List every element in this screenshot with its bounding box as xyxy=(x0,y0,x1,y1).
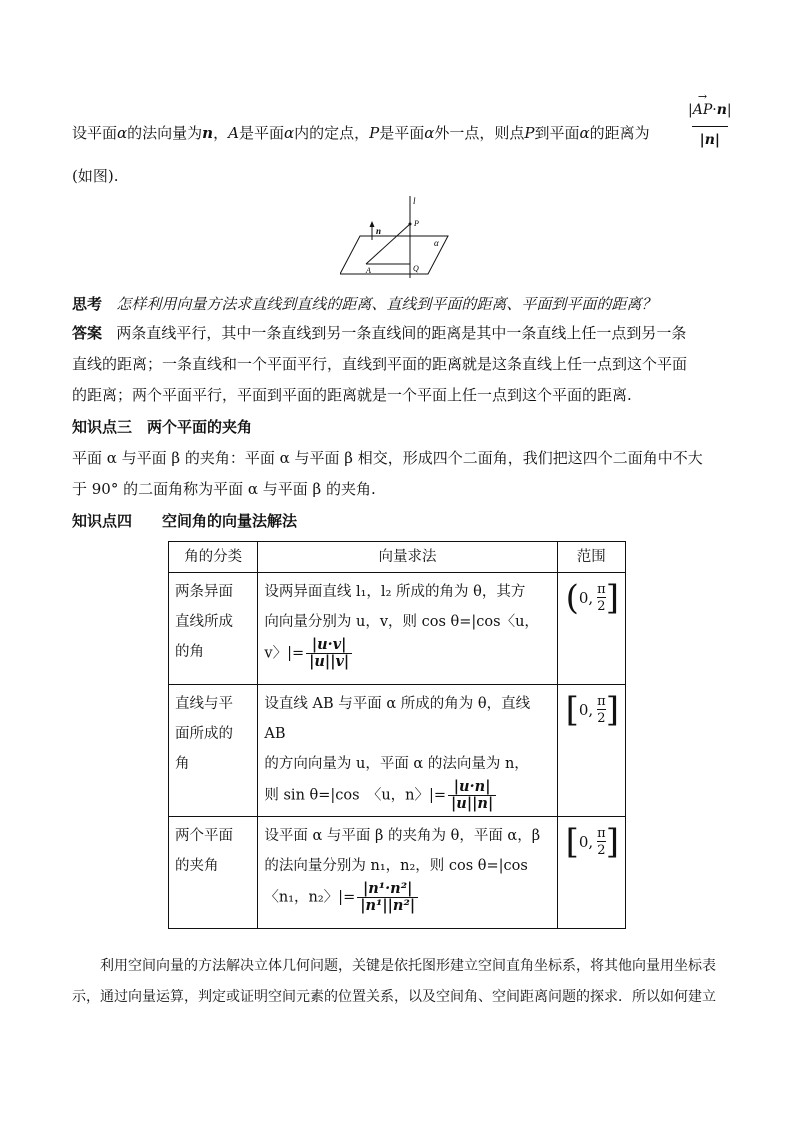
range-start: 0, xyxy=(578,589,594,607)
arrowhead xyxy=(370,221,375,227)
range-interval xyxy=(565,690,619,730)
point-p: P xyxy=(369,124,380,142)
formula-numerator: |→ AP·n| xyxy=(686,100,734,120)
method-formula-line xyxy=(264,637,550,670)
category-text: 两个平面 xyxy=(175,828,233,844)
range-denominator: 2 xyxy=(597,711,606,726)
method-text: 设直线 AB 与平面 α 所成的角为 θ，直线 AB xyxy=(264,696,531,742)
category-cell xyxy=(169,817,258,929)
method-fraction xyxy=(306,637,352,670)
fraction-denominator: |n¹||n²| xyxy=(357,897,418,914)
label-n: n xyxy=(376,226,382,236)
label-l: l xyxy=(413,196,416,206)
method-text: 的法向量分别为 n₁，n₂，则 cos θ=|cos xyxy=(264,858,528,874)
vector-n: n xyxy=(202,124,214,142)
intro-text: 的距离为 xyxy=(589,124,650,142)
point-p: P xyxy=(524,124,535,142)
category-cell xyxy=(169,573,258,685)
method-fraction xyxy=(357,881,418,914)
range-bracket: [ xyxy=(565,690,579,730)
table-row xyxy=(169,573,626,685)
alpha-symbol: α xyxy=(424,124,435,142)
label-alpha: α xyxy=(434,238,439,248)
method-cell xyxy=(258,817,557,929)
range-bracket: ] xyxy=(605,822,619,862)
category-text: 角 xyxy=(175,756,190,772)
range-bracket: [ xyxy=(565,822,579,862)
fraction-bar xyxy=(692,126,728,127)
range-end xyxy=(597,826,606,858)
category-text: 面所成的 xyxy=(175,726,233,742)
method-text: 〈n₁，n₂〉|= xyxy=(264,889,356,906)
range-bracket: ] xyxy=(605,690,619,730)
range-denominator: 2 xyxy=(597,843,606,858)
intro-text: 是平面 xyxy=(238,124,284,142)
method-cell xyxy=(258,573,557,685)
section-title-kp3: 知识点三 两个平面的夹角 xyxy=(72,418,253,436)
method-formula-line xyxy=(264,881,550,914)
category-text: 的夹角 xyxy=(175,858,219,874)
segment-ap xyxy=(366,224,410,264)
method-text: 则 sin θ=|cos 〈u，n〉|= xyxy=(264,787,447,804)
header-range: 范围 xyxy=(557,542,625,573)
method-text: 的方向向量为 u，平面 α 的法向量为 n， xyxy=(264,756,529,772)
intro-tail: (如图). xyxy=(72,167,119,185)
intro-text: 的法向量为 xyxy=(127,124,203,142)
table-row xyxy=(169,817,626,929)
answer-line-3: 的距离；两个平面平行，平面到平面的距离就是一个平面上任一点到这个平面的距离. xyxy=(72,386,632,404)
intro-text: 设平面 xyxy=(72,124,118,142)
think-label: 思考 xyxy=(72,295,103,313)
range-start: 0, xyxy=(578,833,594,851)
range-cell xyxy=(557,573,625,685)
intro-line xyxy=(72,122,650,144)
method-fraction xyxy=(448,779,496,812)
distance-formula xyxy=(686,100,734,150)
formula-denominator: |n| xyxy=(699,132,720,148)
label-a: A xyxy=(366,266,371,275)
fraction-denominator: |u||v| xyxy=(306,653,352,670)
method-formula-line xyxy=(264,779,550,812)
header-method: 向量求法 xyxy=(258,542,557,573)
method-text: 设平面 α 与平面 β 的夹角为 θ，平面 α，β xyxy=(264,828,541,844)
label-p: P xyxy=(414,219,419,228)
table-header-row xyxy=(169,542,626,573)
fraction-denominator: |u||n| xyxy=(448,795,496,812)
range-cell xyxy=(557,685,625,817)
answer-label: 答案 xyxy=(72,324,103,342)
alpha-symbol: α xyxy=(579,124,590,142)
vector-ap: → AP xyxy=(693,100,713,120)
intro-text: ， xyxy=(213,124,229,142)
category-text: 直线所成 xyxy=(175,614,233,630)
kp3-line-2: 于 90° 的二面角称为平面 α 与平面 β 的夹角. xyxy=(72,480,376,498)
think-text: 怎样利用向量方法求直线到直线的距离、直线到平面的距离、平面到平面的距离？ xyxy=(116,295,657,313)
answer-text: 两条直线平行，其中一条直线到另一条直线间的距离是其中一条直线上任一点到另一条 xyxy=(116,324,687,342)
answer-line-2: 直线的距离；一条直线和一个平面平行，直线到平面的距离就是这条直线上任一点到这个平面 xyxy=(72,355,688,373)
range-cell xyxy=(557,817,625,929)
range-bracket: ( xyxy=(565,578,579,618)
pi-symbol: π xyxy=(597,826,606,841)
fraction-numerator: |u·n| xyxy=(453,778,491,795)
range-interval xyxy=(565,578,619,618)
category-cell xyxy=(169,685,258,817)
alpha-symbol: α xyxy=(283,124,295,142)
intro-text: 是平面 xyxy=(379,124,425,142)
header-category: 角的分类 xyxy=(169,542,258,573)
answer-line-1 xyxy=(72,322,686,344)
range-start: 0, xyxy=(578,701,594,719)
dot-operator: · xyxy=(712,102,717,118)
range-denominator: 2 xyxy=(597,599,606,614)
range-interval xyxy=(565,822,619,862)
plane-alpha-shape xyxy=(340,236,448,274)
category-text: 两条异面 xyxy=(175,584,233,600)
section-title-kp4: 知识点四 空间角的向量法解法 xyxy=(72,512,298,530)
fraction-numerator: |n¹·n²| xyxy=(362,880,413,897)
point-a: A xyxy=(228,124,239,142)
pi-symbol: π xyxy=(597,694,606,709)
vector-n: n xyxy=(716,102,727,118)
method-cell xyxy=(258,685,557,817)
method-text: 设两异面直线 l₁，l₂ 所成的角为 θ，其方 xyxy=(264,584,526,600)
intro-text: 外一点，则点 xyxy=(434,124,525,142)
category-text: 直线与平 xyxy=(175,696,233,712)
category-text: 的角 xyxy=(175,644,204,660)
method-text: 向向量分别为 u，v，则 cos θ=|cos〈u， xyxy=(264,614,539,630)
angle-method-table xyxy=(168,541,626,929)
closing-line-2: 示，通过向量运算，判定或证明空间元素的位置关系，以及空间角、空间距离问题的探求．所以如何建立 xyxy=(72,989,716,1005)
range-bracket: ] xyxy=(605,578,619,618)
point-p-dot xyxy=(409,223,412,226)
range-end xyxy=(597,582,606,614)
pi-symbol: π xyxy=(597,582,606,597)
fraction-numerator: |u·v| xyxy=(311,636,347,653)
intro-text: 内的定点， xyxy=(294,124,370,142)
intro-text: 到平面 xyxy=(534,124,580,142)
plane-figure xyxy=(340,192,470,284)
think-line xyxy=(72,293,656,315)
table-row xyxy=(169,685,626,817)
method-text: v〉|= xyxy=(264,645,305,662)
alpha-symbol: α xyxy=(117,124,128,142)
closing-line-1: 利用空间向量的方法解决立体几何问题，关键是依托图形建立空间直角坐标系，将其他向量用坐标表 xyxy=(100,958,716,974)
label-q: Q xyxy=(413,264,419,273)
range-end xyxy=(597,694,606,726)
kp3-line-1: 平面 α 与平面 β 的夹角：平面 α 与平面 β 相交，形成四个二面角，我们把这四个二面角中不大 xyxy=(72,449,703,467)
